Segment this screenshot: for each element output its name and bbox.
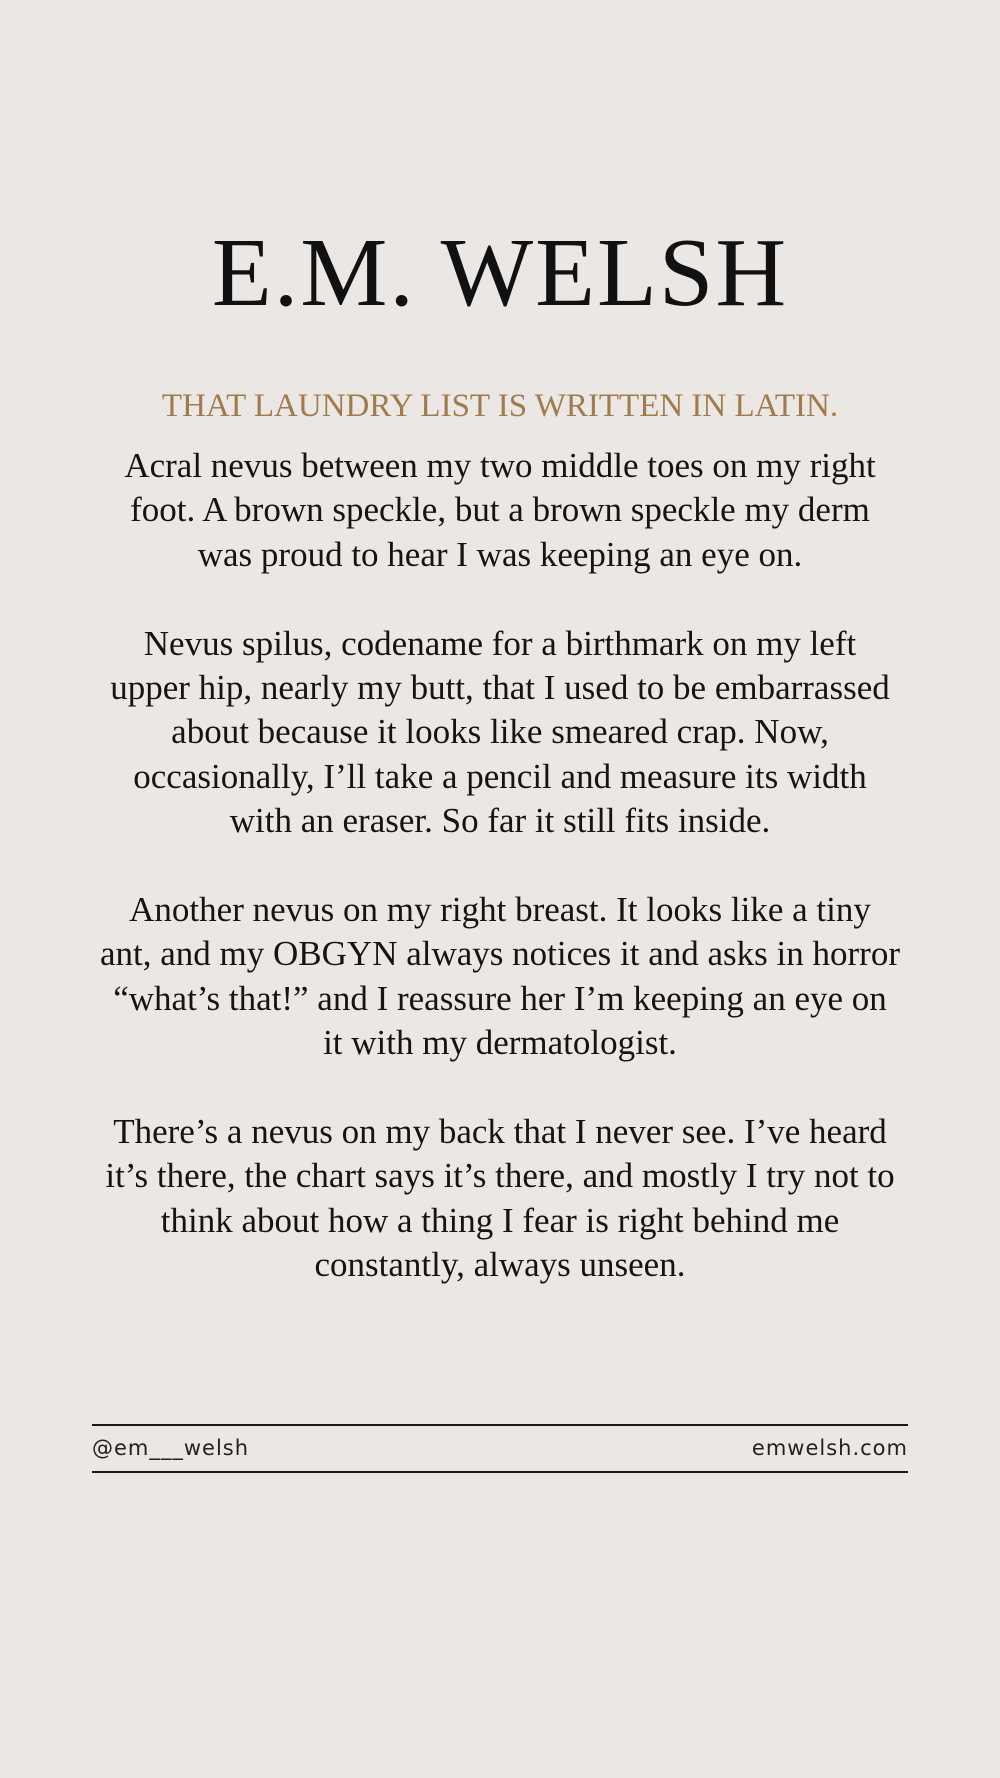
author-name: E.M. WELSH [211,219,789,327]
poem-stanza-1: Acral nevus between my two middle toes on my right foot. A brown speckle, but a brown speckle my derm was proud to hear I was keeping an eye on. [124,446,876,574]
website-label: emwelsh.com [751,1436,908,1460]
poem-stanza-4: There’s a nevus on my back that I never see. I’ve heard it’s there, the chart says it’s there, and mostly I try not to think about how a thing I fear is right behind me constantly, always unseen. [105,1112,895,1285]
poem-stanza-3: Another nevus on my right breast. It looks like a tiny ant, and my OBGYN always notices it and asks in horror “what’s that!” and I reassure her I’m keeping an eye on it with my dermatologist. [100,890,900,1063]
poem-body [100,444,900,1332]
poem-title: THAT LAUNDRY LIST IS WRITTEN IN LATIN. [161,388,839,424]
poem-stanza-2: Nevus spilus, codename for a birthmark on my left upper hip, nearly my butt, that I used to be embarrassed about because it looks like smeared crap. Now, occasionally, I’ll take a pencil and measure its width with an eraser. So far it still fits inside. [110,623,890,841]
footer-bottom-divider [92,1471,908,1473]
social-handle: @em___welsh [92,1436,250,1460]
footer-top-divider [92,1424,908,1426]
